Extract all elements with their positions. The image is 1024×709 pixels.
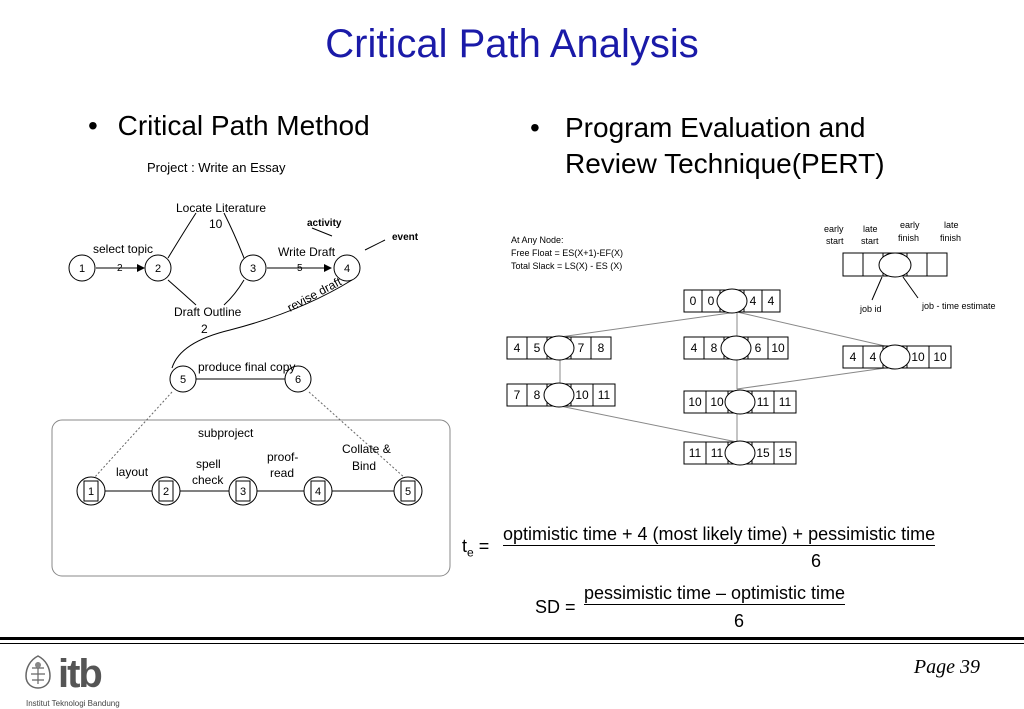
legend-job-time: job - time estimate xyxy=(922,301,996,311)
pert-node-7 xyxy=(684,441,796,465)
pert-cell-late-finish: 11 xyxy=(778,395,792,409)
pert-node-1 xyxy=(684,289,780,313)
pert-node-3 xyxy=(684,336,788,360)
bullet-cpm xyxy=(88,110,370,142)
bullet-pert-line1: Program Evaluation and xyxy=(565,112,866,143)
locate-literature-label: Locate Literature xyxy=(176,201,267,215)
footer-rule-thin xyxy=(0,643,1024,644)
at-any-node: At Any Node: xyxy=(511,235,564,245)
pert-node-5 xyxy=(507,383,615,407)
sub-node-2 xyxy=(152,477,180,505)
event-label: event xyxy=(392,232,419,243)
pert-cell-late-start: 8 xyxy=(533,388,541,402)
bullet-cpm-text: Critical Path Method xyxy=(117,110,370,141)
pert-node-4 xyxy=(843,345,951,369)
itb-seal-icon xyxy=(22,654,54,690)
svg-text:3: 3 xyxy=(240,486,247,498)
sub-node-5 xyxy=(394,477,422,505)
te-subscript: e xyxy=(467,545,474,560)
sd-denominator: 6 xyxy=(734,611,745,631)
te-equals: = xyxy=(478,536,490,556)
legend-job-id: job id xyxy=(860,304,882,314)
svg-text:4: 4 xyxy=(315,486,322,498)
edge-locate-3 xyxy=(224,213,244,258)
pert-cell-late-finish: 4 xyxy=(767,294,775,308)
page-title: Critical Path Analysis xyxy=(325,22,699,66)
pert-cell-early-start: 4 xyxy=(849,350,857,364)
legend-job-id-pointer xyxy=(872,277,882,300)
sd-equals: = xyxy=(565,597,576,617)
te-denominator: 6 xyxy=(811,551,822,571)
svg-text:1: 1 xyxy=(88,486,95,498)
pert-cell-early-finish: 6 xyxy=(754,341,762,355)
total-slack: Total Slack = LS(X) - ES (X) xyxy=(511,261,623,271)
svg-text:1: 1 xyxy=(79,263,86,275)
svg-text:2: 2 xyxy=(163,486,170,498)
pert-cell-late-finish: 10 xyxy=(933,350,947,364)
revise-draft-label: revise draft xyxy=(284,274,344,315)
bullet-dot: • xyxy=(88,110,98,141)
pert-cell-late-finish: 10 xyxy=(771,341,785,355)
cpm-node-3 xyxy=(240,255,266,281)
page-number: Page 39 xyxy=(913,656,980,678)
te-t: t xyxy=(462,536,468,556)
pert-cell-early-start: 4 xyxy=(690,341,698,355)
bullet-pert xyxy=(530,110,885,182)
cpm-node-2 xyxy=(145,255,171,281)
sub-node-3 xyxy=(229,477,257,505)
cpm-diagram xyxy=(0,150,480,590)
proof-read-label-1: proof- xyxy=(267,450,299,464)
write-draft-label: Write Draft xyxy=(278,245,336,259)
pert-cell-early-finish: 7 xyxy=(577,341,585,355)
collate-label-2: Bind xyxy=(352,459,377,473)
pert-cell-late-finish: 8 xyxy=(597,341,605,355)
pert-cell-early-finish: 10 xyxy=(575,388,589,402)
cpm-node-1 xyxy=(69,255,95,281)
free-float: Free Float = ES(X+1)-EF(X) xyxy=(511,248,624,258)
footer-rule-thick xyxy=(0,637,1024,640)
institution-name: Institut Teknologi Bandung xyxy=(26,699,120,708)
layout-label: layout xyxy=(116,465,149,479)
legend-late-finish-1: late xyxy=(944,220,959,230)
sub-node-4 xyxy=(304,477,332,505)
svg-text:5: 5 xyxy=(405,486,412,498)
produce-final-copy-label: produce final copy xyxy=(198,360,296,374)
pert-cell-late-start: 4 xyxy=(869,350,877,364)
pert-node-6 xyxy=(684,390,796,414)
pert-diagram xyxy=(500,210,1010,480)
proof-read-label-2: read xyxy=(270,466,295,480)
spell-check-label-2: check xyxy=(192,473,224,487)
pert-cell-early-finish: 4 xyxy=(749,294,757,308)
pert-edges xyxy=(560,312,885,442)
activity-pointer xyxy=(312,228,332,236)
legend-early-start-1: early xyxy=(824,224,844,234)
spell-check-label-1: spell xyxy=(196,457,221,471)
legend-late-start-2: start xyxy=(861,236,879,246)
sd-label xyxy=(535,597,576,618)
sub-node-1 xyxy=(77,477,105,505)
edge-3-4-label: 5 xyxy=(297,263,303,274)
project-label: Project : Write an Essay xyxy=(147,160,286,175)
svg-text:3: 3 xyxy=(250,263,257,275)
itb-logo-text: itb xyxy=(58,652,101,696)
event-pointer xyxy=(365,240,385,250)
svg-text:6: 6 xyxy=(295,374,302,386)
locate-literature-time: 10 xyxy=(209,217,223,231)
draft-outline-label: Draft Outline xyxy=(174,305,242,319)
svg-text:5: 5 xyxy=(180,374,187,386)
bullet-pert-line2: Review Technique(PERT) xyxy=(565,148,885,179)
edge-outline-3 xyxy=(224,280,244,305)
legend-time-pointer xyxy=(903,277,918,298)
edge-2-outline xyxy=(168,280,196,305)
pert-cell-late-start: 8 xyxy=(710,341,718,355)
pert-cell-early-finish: 10 xyxy=(911,350,925,364)
legend-late-start-1: late xyxy=(863,224,878,234)
pert-cell-early-start: 10 xyxy=(688,395,702,409)
sd-numerator: pessimistic time – optimistic time xyxy=(584,583,846,603)
collate-label-1: Collate & xyxy=(342,442,391,456)
svg-text:2: 2 xyxy=(155,263,162,275)
pert-cell-early-start: 4 xyxy=(513,341,521,355)
te-label xyxy=(462,536,489,560)
pert-cell-early-finish: 15 xyxy=(756,446,770,460)
pert-cell-late-start: 5 xyxy=(533,341,541,355)
te-numerator: optimistic time + 4 (most likely time) + pessimistic time xyxy=(503,524,936,544)
draft-outline-time: 2 xyxy=(201,322,208,336)
pert-cell-late-finish: 15 xyxy=(778,446,792,460)
pert-cell-late-start: 0 xyxy=(707,294,715,308)
activity-label: activity xyxy=(307,218,342,229)
cpm-node-5 xyxy=(170,366,196,392)
edge-1-2-label: 2 xyxy=(117,263,123,274)
legend-node xyxy=(843,253,947,277)
select-topic-label: select topic xyxy=(93,242,154,256)
sd-text: SD xyxy=(535,597,561,617)
pert-node-2 xyxy=(507,336,611,360)
pert-cell-late-finish: 11 xyxy=(597,388,611,402)
svg-text:4: 4 xyxy=(344,263,351,275)
edge-2-locate xyxy=(168,213,196,258)
pert-cell-early-start: 11 xyxy=(688,446,702,460)
pert-cell-early-start: 7 xyxy=(513,388,521,402)
pert-cell-early-start: 0 xyxy=(689,294,697,308)
subproject-label: subproject xyxy=(198,426,254,440)
legend-early-finish-1: early xyxy=(900,220,920,230)
bullet-dot: • xyxy=(530,112,540,143)
legend-early-finish-2: finish xyxy=(898,233,920,243)
legend-late-finish-2: finish xyxy=(940,233,962,243)
pert-cell-late-start: 11 xyxy=(710,446,724,460)
pert-cell-early-finish: 11 xyxy=(756,395,770,409)
legend-early-start-2: start xyxy=(826,236,844,246)
pert-cell-late-start: 10 xyxy=(710,395,724,409)
